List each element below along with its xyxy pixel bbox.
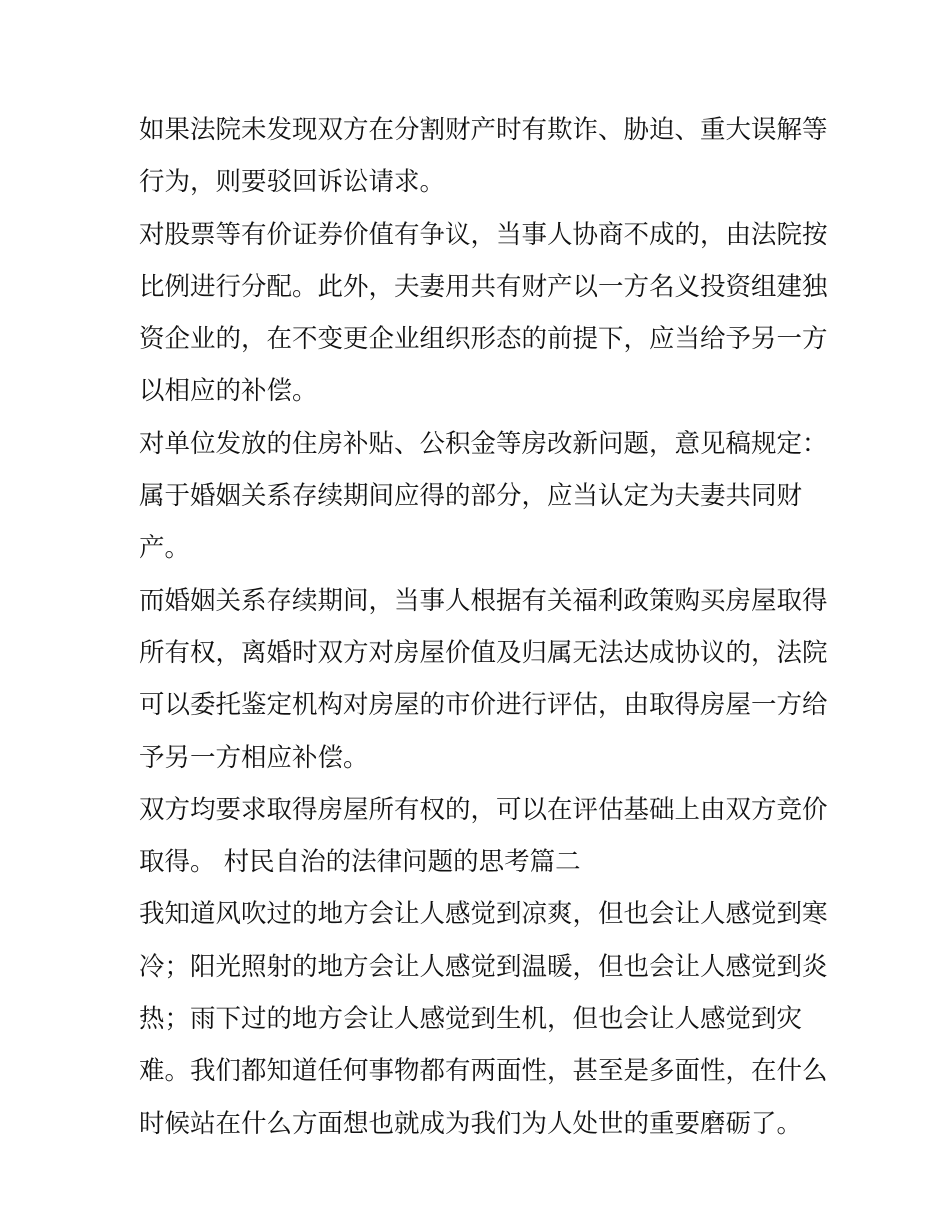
paragraph-1 xyxy=(139,104,828,209)
text-line: 冷；阳光照射的地方会让人感觉到温暖，但也会让人感觉到炎 xyxy=(139,951,828,982)
text-line: 如果法院未发现双方在分割财产时有欺诈、胁迫、重大误解等 xyxy=(139,115,828,145)
text-line: 取得。 村民自治的法律问题的思考篇二 xyxy=(139,847,581,878)
text-line: 可以委托鉴定机构对房屋的市价进行评估，由取得房屋一方给 xyxy=(139,690,828,721)
text-line: 热；雨下过的地方会让人感觉到生机，但也会让人感觉到灾 xyxy=(139,1004,803,1035)
text-line: 双方均要求取得房屋所有权的，可以在评估基础上由双方竞价 xyxy=(139,794,828,825)
text-line: 所有权，离婚时双方对房屋价值及归属无法达成协议的，法院 xyxy=(139,637,828,668)
text-line: 比例进行分配。此外，夫妻用共有财产以一方名义投资组建独 xyxy=(139,271,828,302)
text-line: 产。 xyxy=(139,533,191,564)
text-line: 行为，则要驳回诉讼请求。 xyxy=(139,167,446,198)
paragraph-4 xyxy=(139,575,828,784)
paragraph-3 xyxy=(139,418,828,575)
text-line: 时候站在什么方面想也就成为我们为人处世的重要磨砺了。 xyxy=(139,1108,803,1139)
text-line: 而婚姻关系存续期间，当事人根据有关福利政策购买房屋取得 xyxy=(139,585,828,616)
text-line: 对股票等有价证券价值有争议，当事人协商不成的，由法院按 xyxy=(139,219,828,250)
paragraph-2 xyxy=(139,209,828,418)
paragraph-5 xyxy=(139,784,828,889)
text-line: 属于婚姻关系存续期间应得的部分，应当认定为夫妻共同财 xyxy=(139,481,803,512)
text-line: 资企业的，在不变更企业组织形态的前提下，应当给予另一方 xyxy=(139,324,828,355)
paragraph-6 xyxy=(139,888,828,1149)
text-line: 我知道风吹过的地方会让人感觉到凉爽，但也会让人感觉到寒 xyxy=(139,899,828,930)
text-line: 难。我们都知道任何事物都有两面性，甚至是多面性，在什么 xyxy=(139,1056,828,1087)
text-line: 予另一方相应补偿。 xyxy=(139,742,369,773)
text-line: 以相应的补偿。 xyxy=(139,376,318,407)
document-body xyxy=(139,104,828,1150)
text-line: 对单位发放的住房补贴、公积金等房改新问题，意见稿规定： xyxy=(139,428,828,459)
